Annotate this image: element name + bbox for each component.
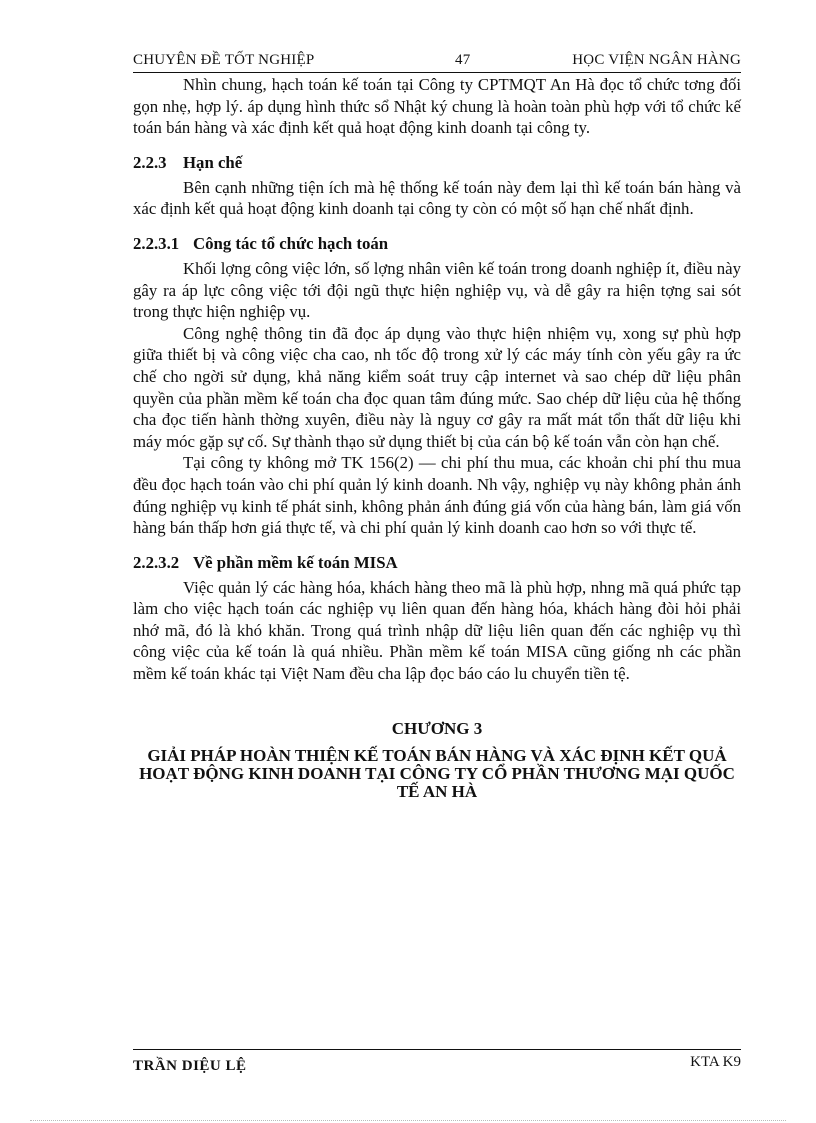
section-paragraph: Tại công ty không mở TK 156(2) — chi phí thu mua, các khoản chi phí thu mua đều đọc hạch toán vào chi phí quản lý kinh doanh. Nh vậy, nghiệp vụ này không phản ánh đúng nghiệp vụ kinh tế phát sinh, không phản ánh đúng giá vốn của hàng bán, làm giá vốn hàng bán thấp hơn giá thực tế, và chi phí quản lý kinh doanh cao hơn so với thực tế. [133, 453, 741, 538]
page-header [133, 50, 741, 73]
header-left-text: CHUYÊN ĐỀ TỐT NGHIỆP [133, 52, 315, 68]
section-paragraph: Bên cạnh những tiện ích mà hệ thống kế toán này đem lại thì kế toán bán hàng và xác định kết quả hoạt động kinh doanh tại công ty còn có một số hạn chế nhất định. [133, 177, 741, 219]
section-number: 2.2.3.1 [133, 233, 180, 253]
section-title: Về phần mềm kế toán MISA [193, 552, 398, 572]
section-paragraph: Việc quản lý các hàng hóa, khách hàng theo mã là phù hợp, nhng mã quá phức tạp làm cho việc hạch toán các nghiệp vụ liên quan đến hàng hóa, khách hàng đòi hỏi phải nhớ mã, đó là khó khăn. Trong quá trình nhập dữ liệu liên quan đến các nghiệp vụ thì công việc của kế toán là quá nhiều. Phần mềm kế toán MISA cũng giống nh các phần mềm kế toán khác tại Việt Nam đều cha lập đọc báo cáo lu chuyển tiền tệ. [133, 577, 741, 684]
section-paragraph: Khối lợng công việc lớn, số lợng nhân viên kế toán trong doanh nghiệp ít, điều này gây ra áp lực công việc tới đội ngũ thực hiện nghiệp vụ, và dễ gây ra hiện tợng sai sót trong thực hiện nghiệp vụ. [133, 258, 741, 322]
section-number: 2.2.3 [133, 152, 167, 172]
footer-author: TRẦN DIỆU LỆ [133, 1058, 247, 1074]
page-footer [133, 1049, 741, 1076]
bottom-divider [30, 1120, 786, 1121]
header-right-text: HỌC VIỆN NGÂN HÀNG [572, 52, 741, 68]
chapter-title: GIẢI PHÁP HOÀN THIỆN KẾ TOÁN BÁN HÀNG VÀ XÁC ĐỊNH KẾT QUẢ HOẠT ĐỘNG KINH DOANH TẠI CÔNG TY CỔ PHẦN THƯƠNG MẠI QUỐC TẾ AN HÀ [139, 745, 735, 801]
page-body [133, 74, 741, 801]
section-number: 2.2.3.2 [133, 552, 180, 572]
chapter-label: CHƯƠNG 3 [391, 718, 483, 738]
section-heading-2-2-3-1 [133, 233, 741, 255]
section-heading-2-2-3-2 [133, 552, 741, 574]
section-title: Hạn chế [183, 152, 243, 172]
footer-class: KTA K9 [690, 1054, 741, 1070]
intro-paragraph: Nhìn chung, hạch toán kế toán tại Công ty CPTMQT An Hà đọc tổ chức tơng đối gọn nhẹ, hợp lý. áp dụng hình thức sổ Nhật ký chung là hoàn toàn phù hợp với tổ chức kế toán bán hàng và xác định kết quả hoạt động kinh doanh tại công ty. [133, 75, 741, 138]
page-number: 47 [455, 52, 471, 68]
section-paragraph: Công nghệ thông tin đã đọc áp dụng vào thực hiện nhiệm vụ, xong sự phù hợp giữa thiết bị và công việc cha cao, nh tốc độ trong xử lý các máy tính còn yếu gây ra ức chế cho ngời sử dụng, khả năng kiểm soát truy cập internet và sao chép dữ liệu phân quyền của phần mềm kế toán cha đọc quan tâm đúng mức. Sao chép dữ liệu của hệ thống cha đọc tiến hành thờng xuyên, điều này là nguy cơ gây ra mất mát tổn thất dữ liệu khi máy móc gặp sự cố. Sự thành thạo sử dụng thiết bị của cán bộ kế toán vẫn còn hạn chế. [133, 323, 741, 451]
section-title: Công tác tổ chức hạch toán [193, 233, 389, 253]
section-heading-2-2-3 [133, 152, 741, 174]
